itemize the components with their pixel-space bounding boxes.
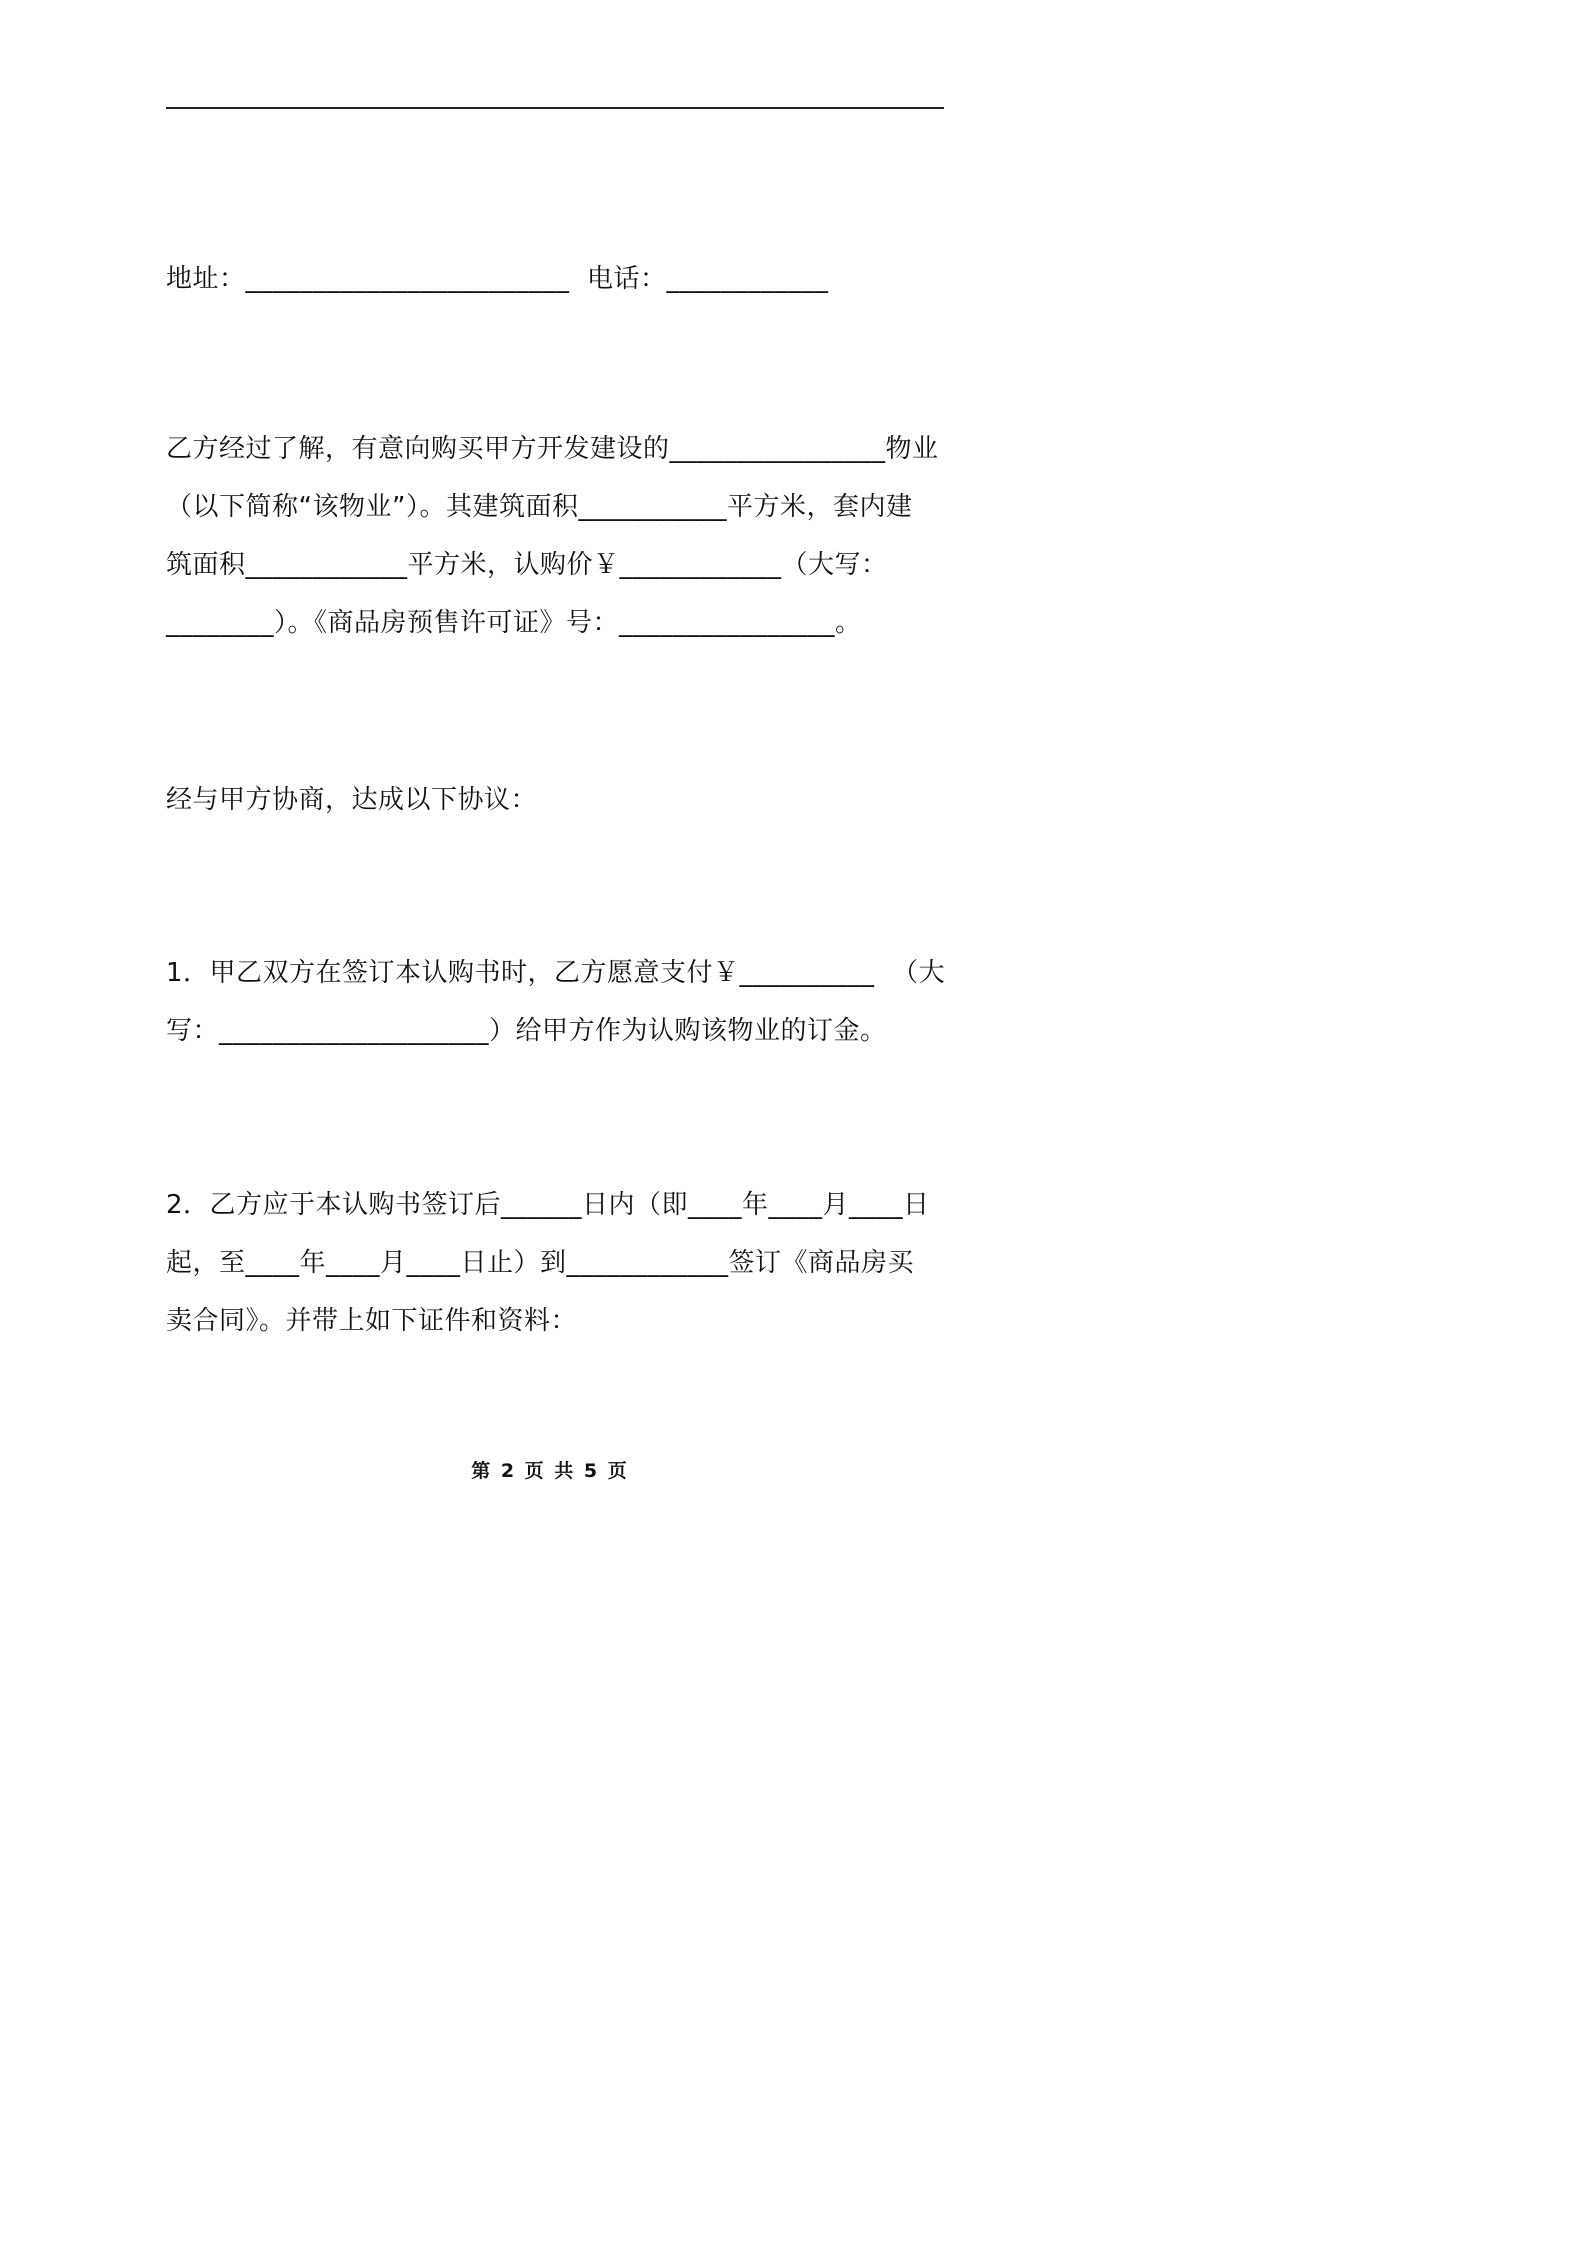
page-indicator: 第 2 页 共 5 页 — [471, 1460, 629, 1482]
header-rule — [166, 107, 944, 109]
clause-1-line-1: 1．甲乙双方在签订本认购书时，乙方愿意支付￥__________ （大 — [166, 958, 946, 988]
clause-2-line-1: 2．乙方应于本认购书签订后______日内（即____年____月____日 — [166, 1190, 930, 1220]
clause-2-line-3: 卖合同》。并带上如下证件和资料： — [166, 1306, 578, 1336]
intro-line-4: ________）。《商品房预售许可证》号：________________。 — [166, 608, 862, 638]
clause-1-line-2: 写：____________________）给甲方作为认购该物业的订金。 — [166, 1016, 887, 1046]
intro-line-1: 乙方经过了解，有意向购买甲方开发建设的________________物业 — [166, 434, 939, 464]
agreement-lead: 经与甲方协商，达成以下协议： — [166, 785, 538, 815]
clause-2-line-2: 起，至____年____月____日止）到____________签订《商品房买 — [166, 1248, 915, 1278]
contact-line: 地址：________________________ 电话：____________ — [166, 264, 829, 294]
intro-line-3: 筑面积____________平方米，认购价￥____________（大写： — [166, 550, 888, 580]
intro-line-2: （以下简称“该物业”）。其建筑面积___________平方米，套内建 — [166, 492, 913, 522]
